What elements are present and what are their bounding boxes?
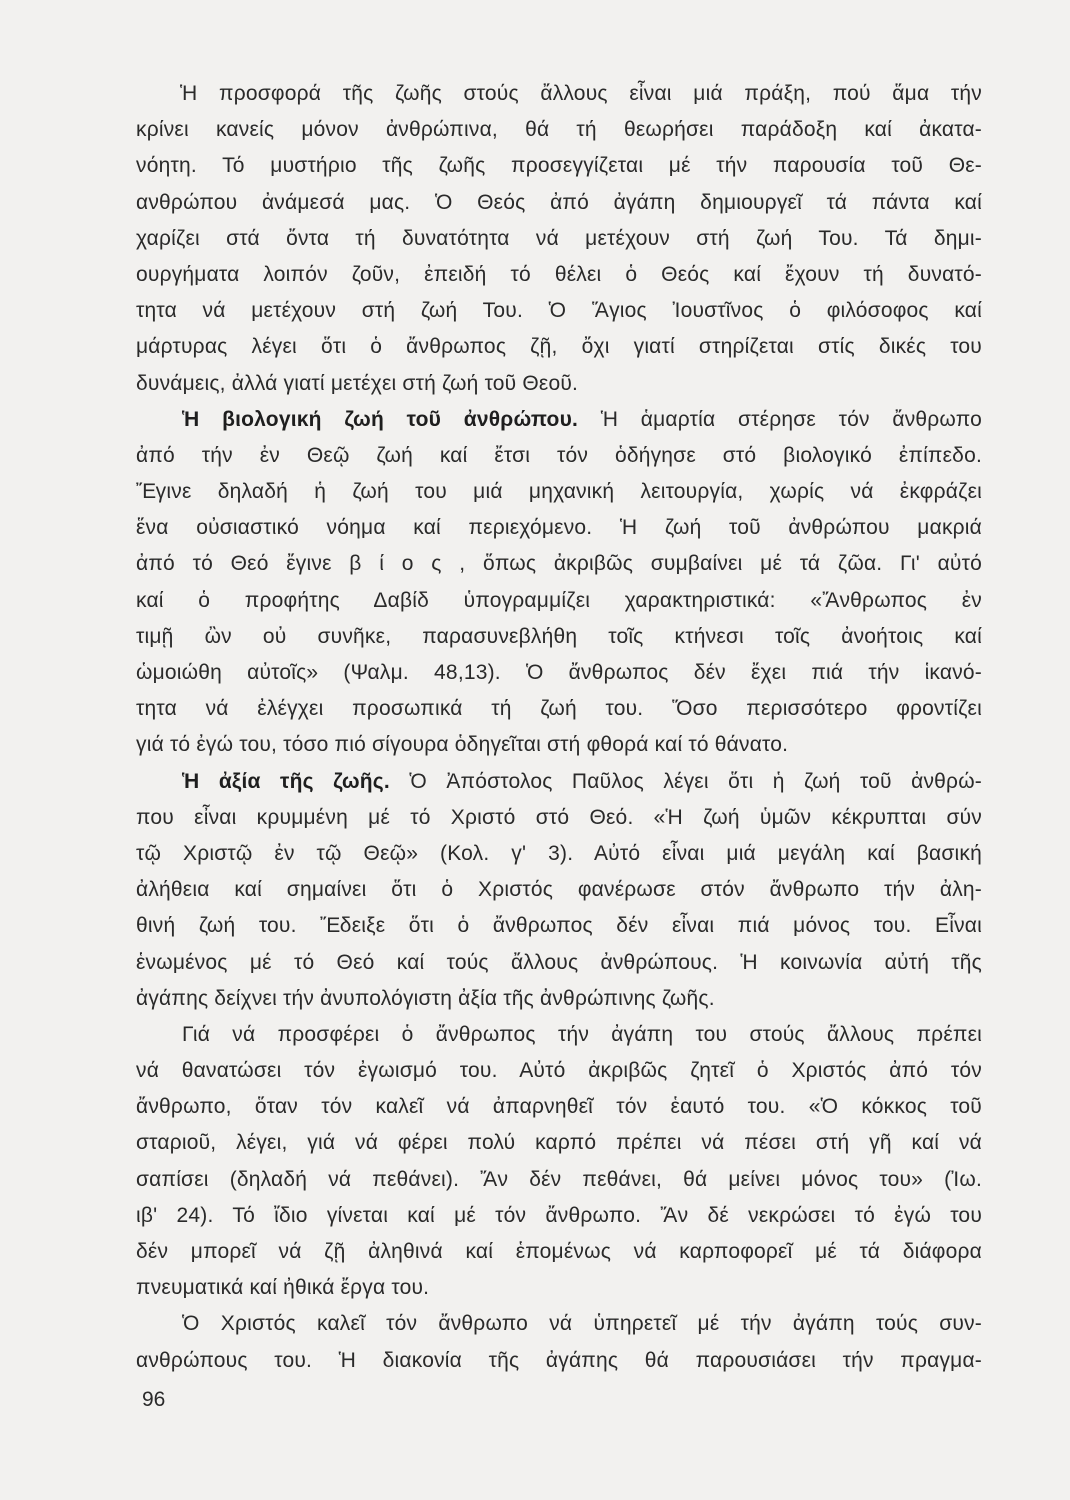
- text-line: Γιά νά προσφέρει ὁ ἄνθρωπος τήν ἀγάπη του στούς ἄλλους πρέπει: [182, 1022, 982, 1046]
- text-line: ἀπό τήν ἐν Θεῷ ζωή καί ἔτσι τόν ὁδήγησε στό βιολογικό ἐπίπεδο.: [136, 443, 982, 467]
- heading-line-rest: Ὁ Ἀπόστολος Παῦλος λέγει ὅτι ἡ ζωή τοῦ ἀνθρώ-: [389, 769, 982, 793]
- text-line: ὡμοιώθη αὐτοῖς» (Ψαλμ. 48,13). Ὁ ἄνθρωπος δέν ἔχει πιά τήν ἱκανό-: [136, 661, 982, 684]
- text-line: ἕνα οὐσιαστικό νόημα καί περιεχόμενο. Ἡ ζωή τοῦ ἀνθρώπου μακριά: [136, 516, 982, 540]
- text-line: ιβ' 24). Τό ἴδιο γίνεται καί μέ τόν ἄνθρωπο. Ἄν δέ νεκρώσει τό ἐγώ του: [136, 1203, 982, 1227]
- text-line: ουργήματα λοιπόν ζοῦν, ἐπειδή τό θέλει ὁ Θεός καί ἔχουν τή δυνατό-: [136, 262, 982, 286]
- text-line: τητα νά ἐλέγχει προσωπικά τή ζωή του. Ὅσο περισσότερο φροντίζει: [136, 697, 982, 721]
- text-line: δέν μπορεῖ νά ζῇ ἀληθινά καί ἑπομένως νά καρποφορεῖ μέ τά διάφορα: [136, 1240, 982, 1263]
- text-line: δυνάμεις, ἀλλά γιατί μετέχει στή ζωή τοῦ Θεοῦ.: [136, 371, 579, 395]
- text-line: ἀπό τό Θεό ἔγινε β ί ο ς , ὅπως ἀκριβῶς συμβαίνει μέ τά ζῶα. Γι' αὐτό: [136, 552, 982, 576]
- text-line: Ἔγινε δηλαδή ἡ ζωή του μιά μηχανική λειτουργία, χωρίς νά ἐκφράζει: [136, 480, 982, 504]
- text-line: κρίνει κανείς μόνον ἀνθρώπινα, θά τή θεωρήσει παράδοξη καί ἀκατα-: [136, 118, 982, 142]
- text-line: ἑνωμένος μέ τό Θεό καί τούς ἄλλους ἀνθρώπους. Ἡ κοινωνία αὐτή τῆς: [136, 950, 982, 974]
- section-heading: Ἡ ἀξία τῆς ζωῆς.: [182, 769, 390, 793]
- page-number: 96: [142, 1388, 166, 1411]
- text-line: [136, 402, 982, 438]
- text-line: ανθρώπους του. Ἡ διακονία τῆς ἀγάπης θά παρουσιάσει τήν πραγμα-: [136, 1348, 982, 1372]
- text-line: καί ὁ προφήτης Δαβίδ ὑπογραμμίζει χαρακτηριστικά: «Ἄνθρωπος ἐν: [136, 588, 982, 612]
- text-line: Ὁ Χριστός καλεῖ τόν ἄνθρωπο νά ὑπηρετεῖ μέ τήν ἀγάπη τούς συν-: [182, 1312, 982, 1336]
- text-line: σταριοῦ, λέγει, γιά νά φέρει πολύ καρπό πρέπει νά πέσει στή γῆ καί νά: [136, 1131, 982, 1155]
- text-line: χαρίζει στά ὄντα τή δυνατότητα νά μετέχουν στή ζωή Του. Τά δημι-: [136, 226, 982, 250]
- text-line: τῷ Χριστῷ ἐν τῷ Θεῷ» (Κολ. γ' 3). Αὐτό εἶναι μιά μεγάλη καί βασική: [136, 841, 982, 865]
- text-line: θινή ζωή του. Ἔδειξε ὅτι ὁ ἄνθρωπος δέν εἶναι πιά μόνος του. Εἶναι: [136, 914, 982, 938]
- text-line: ἄνθρωπο, ὅταν τόν καλεῖ νά ἀπαρνηθεῖ τόν ἑαυτό του. «Ὁ κόκκος τοῦ: [136, 1095, 982, 1119]
- section-heading: Ἡ βιολογική ζωή τοῦ ἀνθρώπου.: [182, 407, 579, 431]
- text-line: γιά τό ἐγώ του, τόσο πιό σίγουρα ὁδηγεῖται στή φθορά καί τό θάνατο.: [136, 733, 789, 757]
- body-text: [136, 76, 982, 1379]
- paragraph-4: [136, 1017, 982, 1307]
- text-line: [136, 764, 982, 800]
- text-line: πνευματικά καί ἠθικά ἔργα του.: [136, 1276, 430, 1300]
- paragraph-2: [136, 402, 982, 764]
- text-line: τιμῇ ὢν οὐ συνῆκε, παρασυνεβλήθη τοῖς κτήνεσι τοῖς ἀνοήτοις καί: [136, 624, 982, 648]
- text-line: νόητη. Τό μυστήριο τῆς ζωῆς προσεγγίζεται μέ τήν παρουσία τοῦ Θε-: [136, 154, 982, 178]
- paragraph-1: [136, 76, 982, 402]
- text-line: Ἡ προσφορά τῆς ζωῆς στούς ἄλλους εἶναι μιά πράξη, πού ἅμα τήν: [180, 82, 982, 105]
- text-line: μάρτυρας λέγει ὅτι ὁ ἄνθρωπος ζῇ, ὄχι γιατί στηρίζεται στίς δικές του: [136, 335, 982, 359]
- paragraph-3: [136, 764, 982, 1017]
- text-line: που εἶναι κρυμμένη μέ τό Χριστό στό Θεό. «Ἡ ζωή ὑμῶν κέκρυπται σύν: [136, 805, 982, 829]
- paragraph-5: [136, 1306, 982, 1378]
- heading-line-rest: Ἡ ἁμαρτία στέρησε τόν ἄνθρωπο: [578, 407, 982, 431]
- text-line: ανθρώπου ἀνάμεσά μας. Ὁ Θεός ἀπό ἀγάπη δημιουργεῖ τά πάντα καί: [136, 190, 982, 214]
- text-line: νά θανατώσει τόν ἐγωισμό του. Αὐτό ἀκριβῶς ζητεῖ ὁ Χριστός ἀπό τόν: [136, 1059, 982, 1083]
- text-line: τητα νά μετέχουν στή ζωή Του. Ὁ Ἅγιος Ἰουστῖνος ὁ φιλόσοφος καί: [136, 299, 982, 323]
- text-line: σαπίσει (δηλαδή νά πεθάνει). Ἄν δέν πεθάνει, θά μείνει μόνος του» (Ἰω.: [136, 1167, 982, 1191]
- text-line: ἀλήθεια καί σημαίνει ὅτι ὁ Χριστός φανέρωσε στόν ἄνθρωπο τήν ἀλη-: [136, 878, 982, 902]
- text-line: ἀγάπης δείχνει τήν ἀνυπολόγιστη ἀξία τῆς ἀνθρώπινης ζωῆς.: [136, 986, 715, 1010]
